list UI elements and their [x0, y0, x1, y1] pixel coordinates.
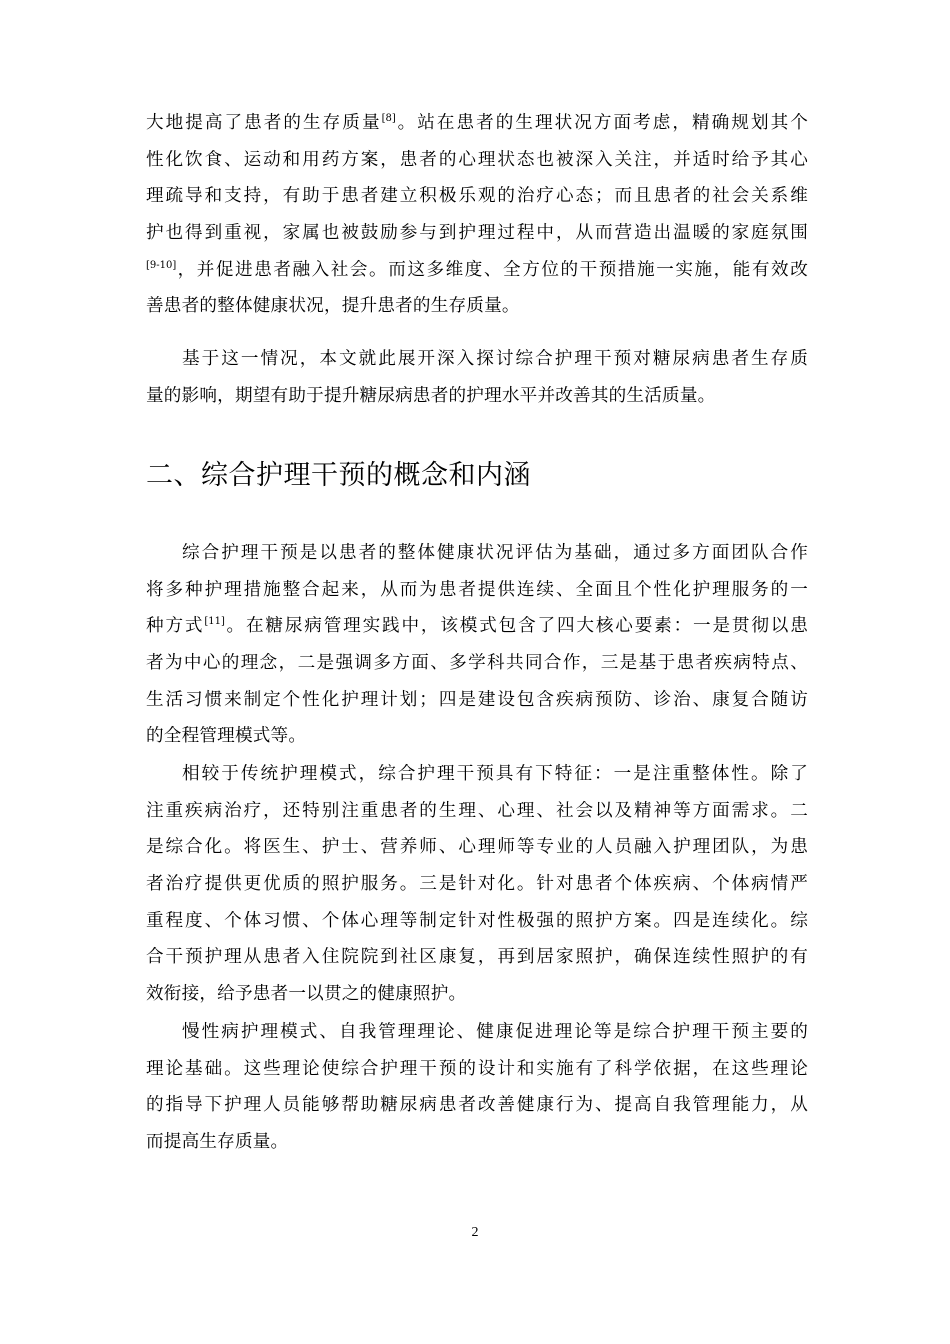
text-line: 理论基础。这些理论使综合护理干预的设计和实施有了科学依据，在这些理论	[146, 1058, 808, 1079]
text-line: [9-10]，并促进患者融入社会。而这多维度、全方位的干预措施一实施，能有效改	[146, 259, 808, 280]
text-line: 相较于传统护理模式，综合护理干预具有下特征：一是注重整体性。除了	[182, 764, 808, 784]
text-line: 种方式[11]。在糖尿病管理实践中，该模式包含了四大核心要素：一是贯彻以患	[146, 616, 808, 637]
text-line: 慢性病护理模式、自我管理理论、健康促进理论等是综合护理干预主要的	[182, 1022, 808, 1042]
text-line: 者为中心的理念，二是强调多方面、多学科共同合作，三是基于患者疾病特点、	[146, 653, 808, 674]
text-line: 理疏导和支持，有助于患者建立积极乐观的治疗心态；而且患者的社会关系维	[146, 186, 808, 207]
text-line: 将多种护理措施整合起来，从而为患者提供连续、全面且个性化护理服务的一	[146, 579, 808, 600]
text-line: 护也得到重视，家属也被鼓励参与到护理过程中，从而营造出温暖的家庭氛围	[146, 223, 808, 244]
paragraph-theory	[146, 1014, 808, 1161]
text-line: 注重疾病治疗，还特别注重患者的生理、心理、社会以及精神等方面需求。二	[146, 800, 808, 821]
text-line: 综合护理干预是以患者的整体健康状况评估为基础，通过多方面团队合作	[182, 543, 808, 563]
paragraph-purpose	[146, 341, 808, 414]
page-number: 2	[471, 1225, 479, 1240]
section-heading: 二、综合护理干预的概念和内涵	[146, 460, 531, 491]
paragraph-features	[146, 756, 808, 1013]
text-line: 是综合化。将医生、护士、营养师、心理师等专业的人员融入护理团队，为患	[146, 837, 808, 858]
text-line: 而提高生存质量。	[146, 1132, 289, 1153]
paragraph-quality-of-life	[146, 105, 808, 325]
text-line: 的全程管理模式等。	[146, 726, 307, 747]
text-line: 基于这一情况，本文就此展开深入探讨综合护理干预对糖尿病患者生存质	[182, 349, 808, 369]
citation-ref: [11]	[204, 616, 225, 628]
text-line: 善患者的整体健康状况，提升患者的生存质量。	[146, 296, 520, 317]
citation-ref: [9-10]	[146, 259, 177, 271]
text-line: 者治疗提供更优质的照护服务。三是针对化。针对患者个体疾病、个体病情严	[146, 874, 808, 895]
text-line: 合干预护理从患者入住院院到社区康复，再到居家照护，确保连续性照护的有	[146, 947, 808, 968]
text-line: 量的影响，期望有助于提升糖尿病患者的护理水平并改善其的生活质量。	[146, 385, 716, 406]
text-line: 性化饮食、运动和用药方案，患者的心理状态也被深入关注，并适时给予其心	[146, 149, 808, 170]
paragraph-concept	[146, 535, 808, 755]
text-line: 生活习惯来制定个性化护理计划；四是建设包含疾病预防、诊治、康复合随访	[146, 689, 808, 710]
text-line: 的指导下护理人员能够帮助糖尿病患者改善健康行为、提高自我管理能力，从	[146, 1095, 808, 1116]
citation-ref: [8]	[381, 113, 396, 124]
text-line: 大地提高了患者的生存质量[8]。站在患者的生理状况方面考虑，精确规划其个	[146, 113, 809, 133]
text-line: 效衔接，给予患者一以贯之的健康照护。	[146, 984, 467, 1005]
text-line: 重程度、个体习惯、个体心理等制定针对性极强的照护方案。四是连续化。综	[146, 910, 808, 931]
